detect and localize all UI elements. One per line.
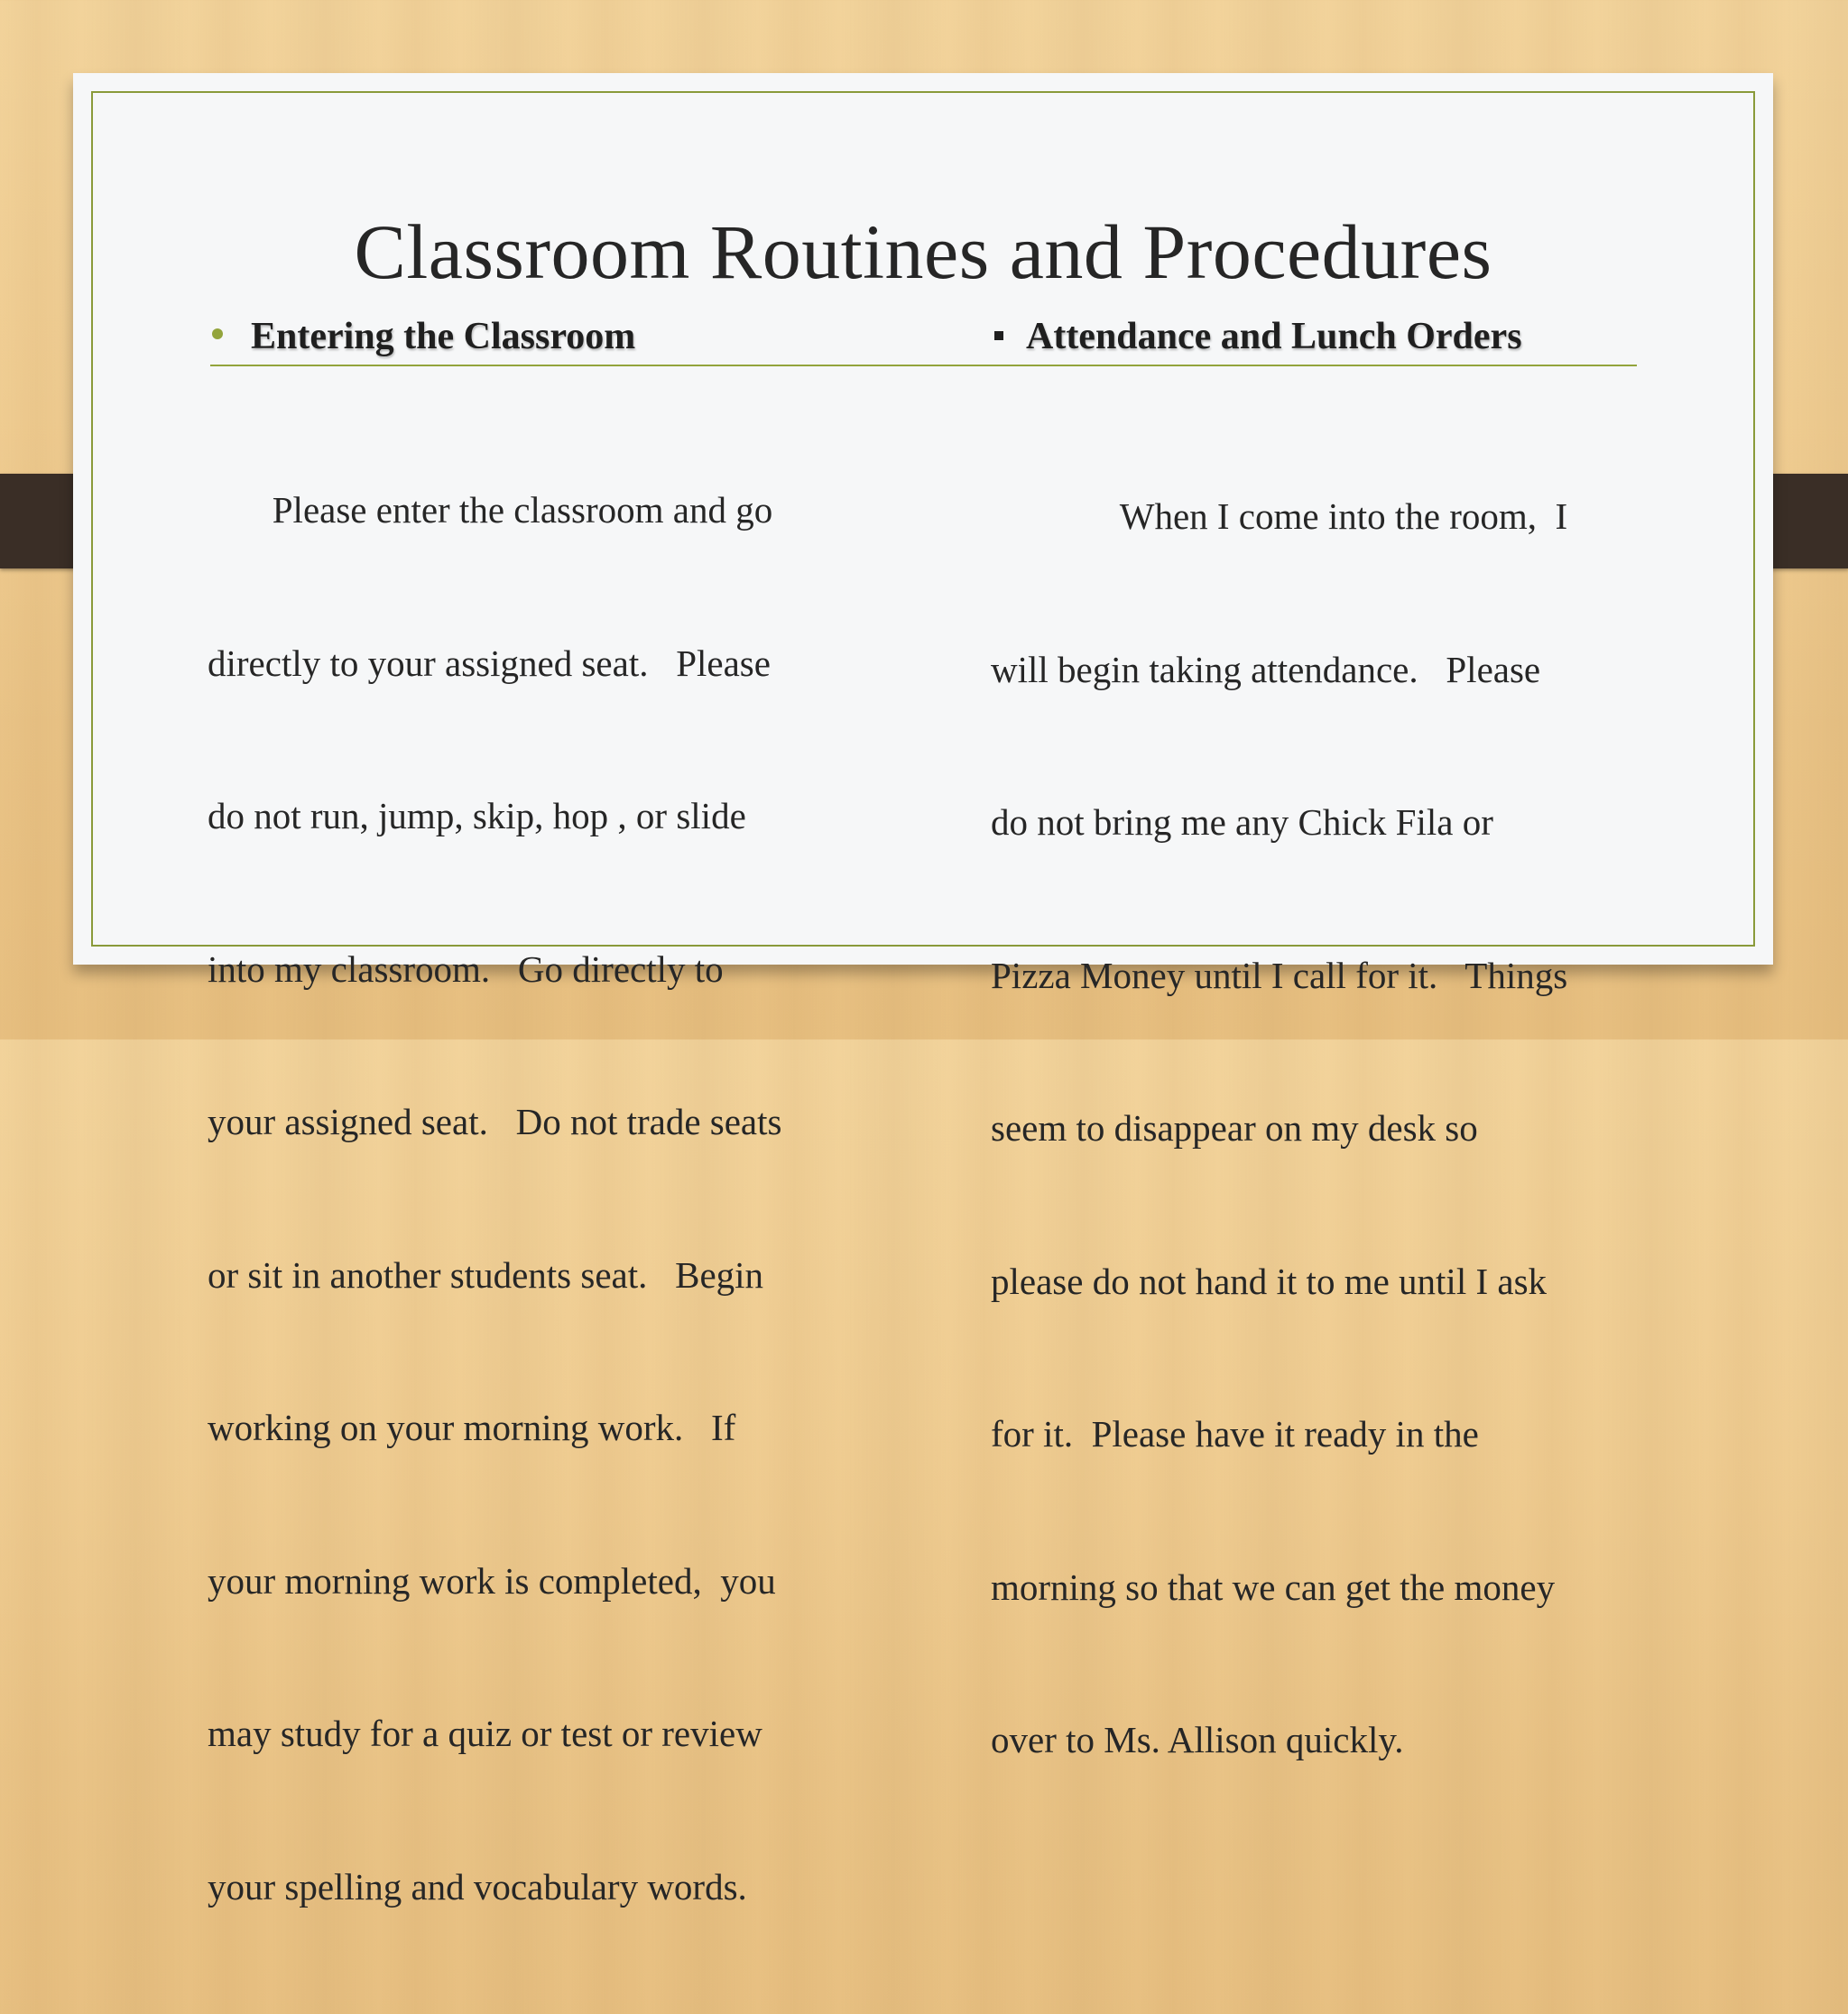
left-body-line: your morning work is completed, you bbox=[208, 1559, 776, 1602]
bullet-square-icon bbox=[994, 331, 1003, 340]
heading-divider bbox=[210, 365, 1637, 366]
left-heading: Entering the Classroom bbox=[251, 316, 636, 357]
right-body-line: do not bring me any Chick Fila or bbox=[991, 801, 1493, 843]
left-body-line: into my classroom. Go directly to bbox=[208, 947, 724, 990]
right-body-line: over to Ms. Allison quickly. bbox=[991, 1719, 1404, 1760]
right-body-line: morning so that we can get the money bbox=[991, 1566, 1556, 1608]
left-body-line: working on your morning work. If bbox=[208, 1407, 736, 1448]
left-body-line: your assigned seat. Do not trade seats bbox=[208, 1101, 782, 1142]
slide-card bbox=[73, 73, 1773, 1908]
right-body-line: When I come into the room, I bbox=[991, 495, 1568, 537]
left-body-line: directly to your assigned seat. Please bbox=[208, 642, 771, 684]
right-body-line: please do not hand it to me until I ask bbox=[991, 1260, 1548, 1302]
left-body-line: Please enter the classroom and go bbox=[208, 489, 773, 531]
right-body-text bbox=[991, 389, 1567, 1868]
left-body-line: your spelling and vocabulary words. bbox=[208, 1865, 747, 1908]
right-heading: Attendance and Lunch Orders bbox=[1026, 316, 1522, 357]
left-body-line: or sit in another students seat. Begin bbox=[208, 1253, 764, 1296]
right-body-line: will begin taking attendance. Please bbox=[991, 648, 1541, 690]
left-body-text bbox=[208, 383, 781, 2014]
right-body-line: seem to disappear on my desk so bbox=[991, 1107, 1478, 1149]
left-body-line: do not run, jump, skip, hop , or slide bbox=[208, 795, 746, 836]
right-body-line: Pizza Money until I call for it. Things bbox=[991, 954, 1568, 996]
slide-title: Classroom Routines and Procedures bbox=[354, 208, 1492, 295]
right-body-line: for it. Please have it ready in the bbox=[991, 1413, 1479, 1455]
bullet-dot-icon bbox=[212, 328, 223, 339]
left-body-line: may study for a quiz or test or review bbox=[208, 1713, 762, 1754]
